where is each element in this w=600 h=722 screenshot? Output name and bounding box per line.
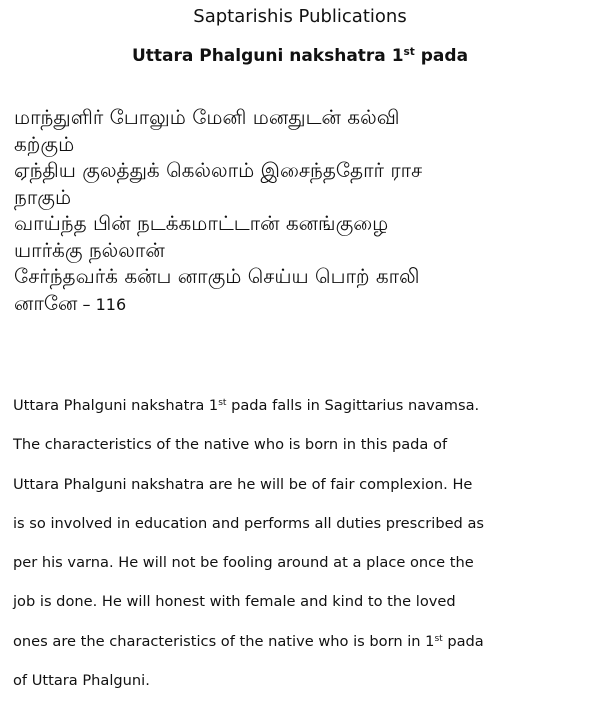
paragraph-line-3: Uttara Phalguni nakshatra are he will be of fair complexion. He: [13, 475, 473, 493]
paragraph-line-1-post: pada falls in Sagittarius navamsa.: [226, 397, 480, 414]
verse-line-2: கற்கும்: [14, 131, 75, 156]
verse-line-8: [14, 290, 594, 319]
title-main: Uttara Phalguni nakshatra 1: [131, 46, 404, 66]
page-title: [0, 46, 600, 66]
tamil-verse: [14, 104, 594, 318]
verse-line-4: நாகும்: [14, 184, 72, 209]
paragraph-line-7-sup: st: [434, 633, 443, 644]
paragraph-line-7-post: pada: [442, 632, 484, 650]
verse-line-7: சேர்ந்தவர்க் கன்ப னாகும் செய்ய பொற் காலி: [14, 264, 420, 288]
paragraph-line-1: [13, 386, 593, 425]
page-header: [0, 6, 600, 27]
verse-line-1: மாந்துளிர் போலும் மேனி மனதுடன் கல்வி: [14, 105, 400, 129]
publisher-name: Saptarishis Publications: [193, 6, 407, 27]
paragraph-line-8: of Uttara Phalguni.: [13, 672, 150, 690]
paragraph-line-1-pre: Uttara Phalguni nakshatra 1: [13, 397, 219, 414]
verse-line-8-text: னானே: [14, 290, 78, 315]
paragraph-line-7-pre: ones are the characteristics of the native who is born in 1: [13, 632, 435, 650]
paragraph-line-4: is so involved in education and performs all duties prescribed as: [13, 514, 485, 532]
verse-line-6: யார்க்கு நல்லான்: [14, 237, 165, 262]
verse-line-5: வாய்ந்த பின் நடக்கமாட்டான் கனங்குழை: [14, 211, 389, 235]
explanation-paragraph: [13, 386, 593, 700]
title-tail: pada: [414, 46, 469, 66]
paragraph-line-5: per his varna. He will not be fooling around at a place once the: [13, 554, 474, 572]
verse-number: – 116: [77, 294, 127, 314]
paragraph-line-1-sup: st: [218, 398, 227, 409]
paragraph-line-2: The characteristics of the native who is born in this pada of: [13, 436, 448, 454]
title-superscript: st: [403, 46, 415, 59]
verse-line-3: ஏந்திய குலத்துக் கெல்லாம் இசைந்ததோர் ராச: [14, 158, 423, 182]
paragraph-line-6: job is done. He will honest with female and kind to the loved: [13, 593, 456, 611]
paragraph-line-7: [13, 622, 593, 661]
